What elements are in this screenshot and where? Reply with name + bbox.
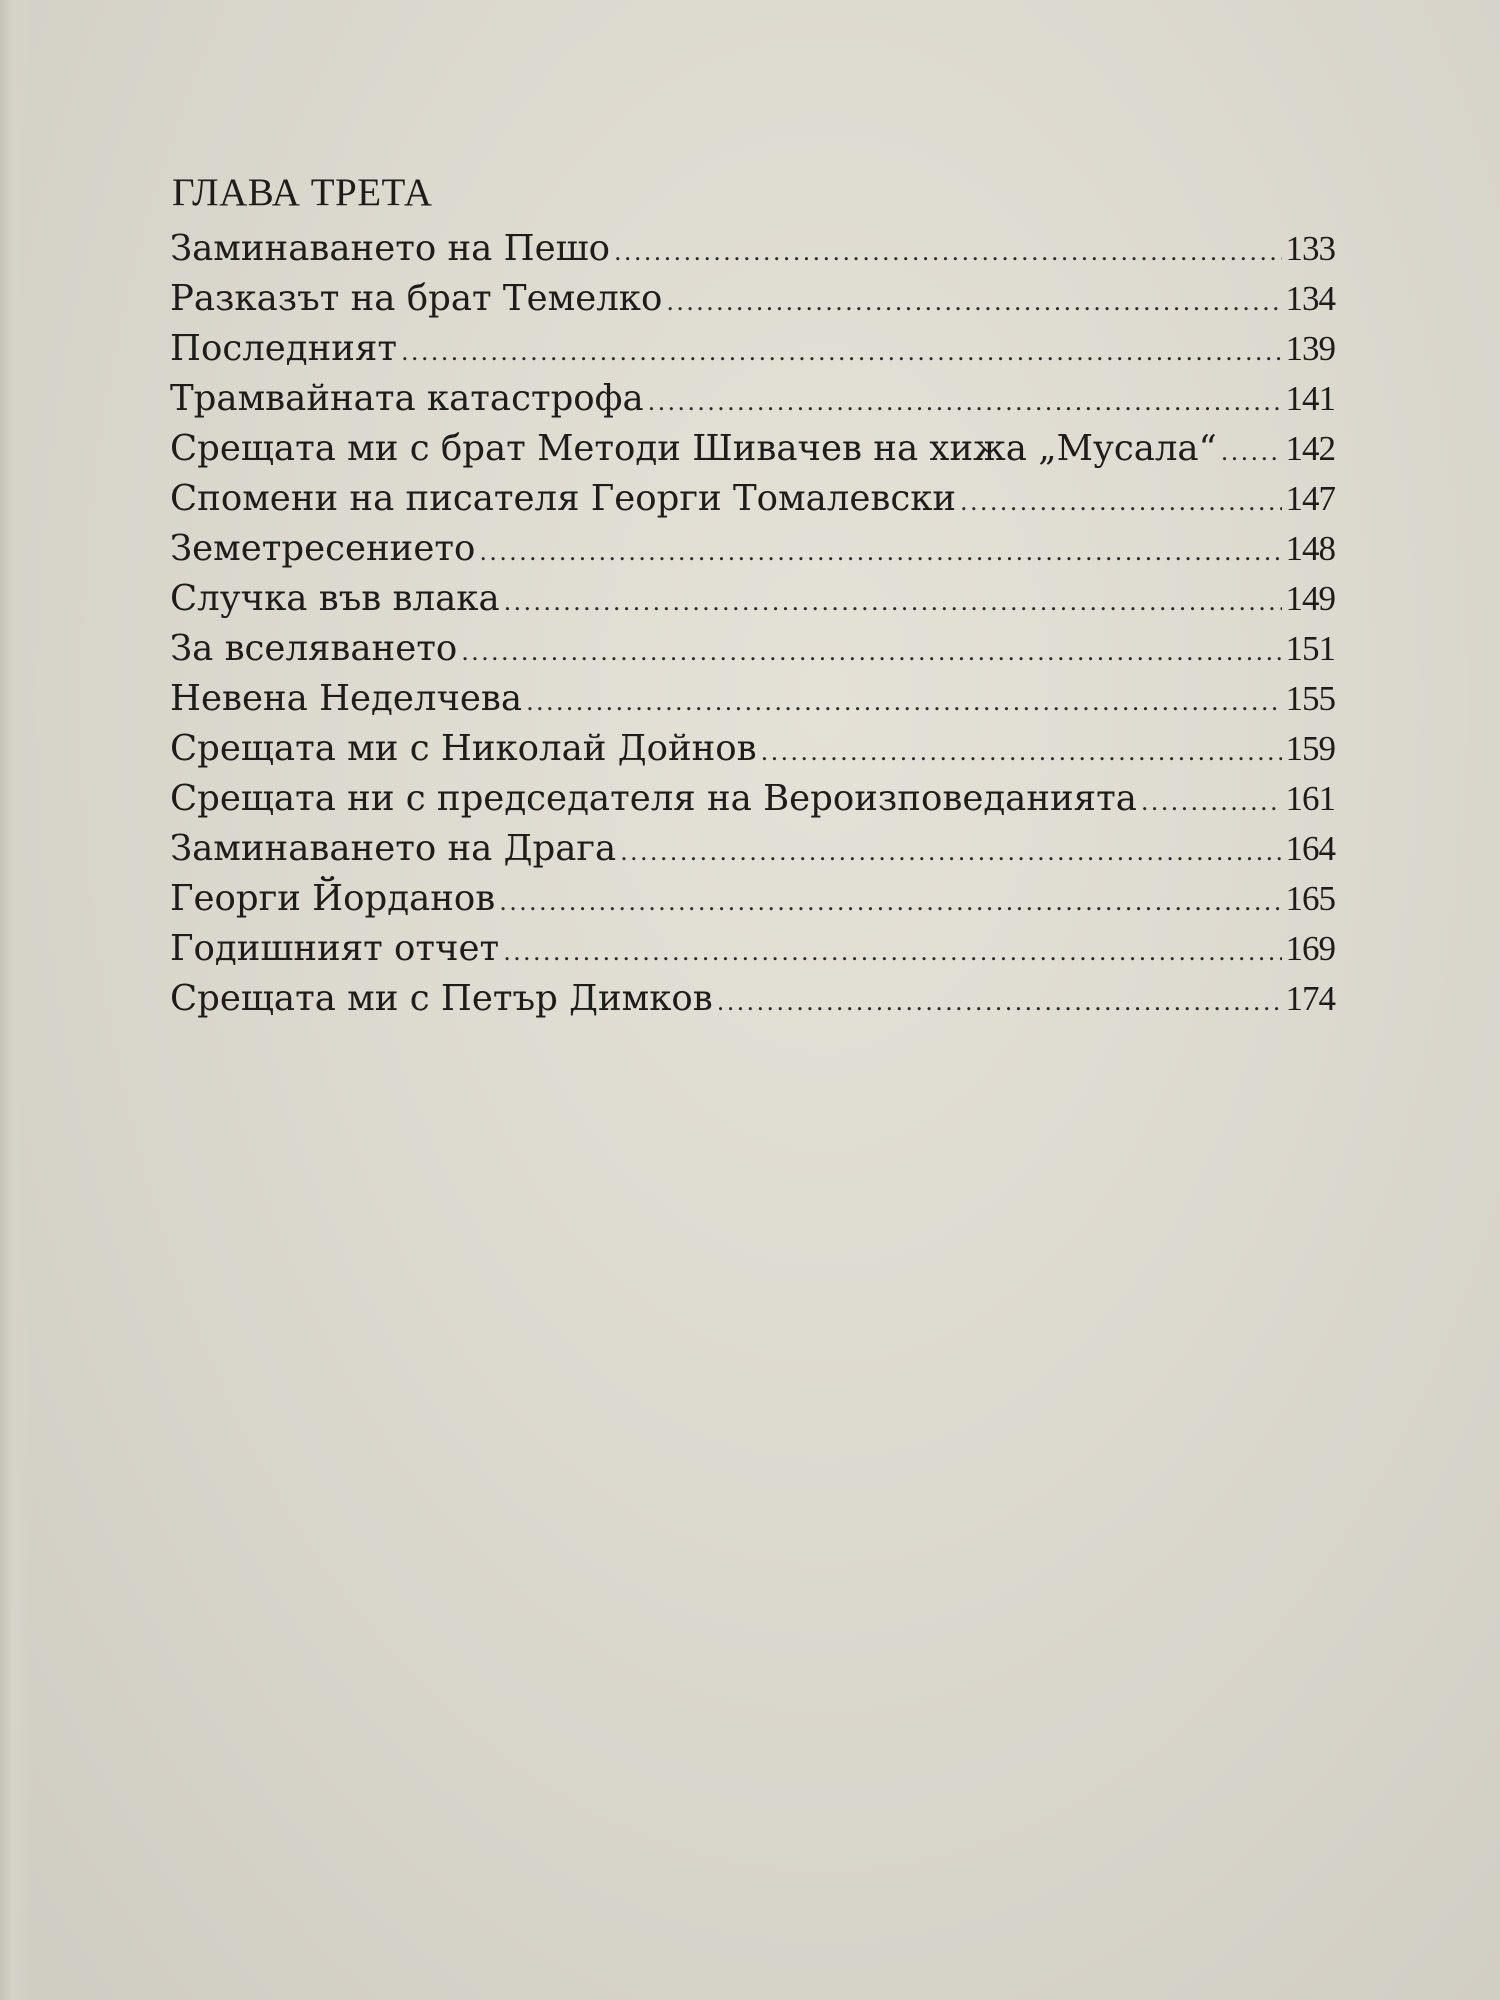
dot-leader <box>503 927 1281 977</box>
dot-leader <box>666 277 1281 327</box>
toc-entry <box>170 874 1335 924</box>
toc-entry-page-number: 159 <box>1285 729 1335 768</box>
toc-entry <box>170 424 1335 474</box>
toc-entry-title: Срещата ми с Николай Дойнов <box>170 728 757 769</box>
toc-entry <box>170 474 1335 524</box>
dot-leader <box>401 327 1282 377</box>
toc-entry-title: Последният <box>170 328 397 369</box>
dot-leader <box>526 677 1281 727</box>
toc-entry-page-number: 142 <box>1285 429 1335 468</box>
toc-entry-page-number: 174 <box>1285 979 1335 1018</box>
toc-entry-page-number: 147 <box>1285 479 1335 518</box>
toc-entry-page-number: 133 <box>1285 229 1335 268</box>
toc-entry-title: Трамвайната катастрофа <box>170 378 644 419</box>
toc-entry-title: Срещата ми с Петър Димков <box>170 978 713 1019</box>
toc-entry-page-number: 139 <box>1285 329 1335 368</box>
toc-entry-title: Спомени на писателя Георги Томалевски <box>170 478 957 519</box>
dot-leader <box>761 727 1282 777</box>
dot-leader <box>504 577 1282 627</box>
page-gutter-shadow <box>0 0 32 2000</box>
toc-entry-title: Георги Йорданов <box>170 878 496 919</box>
toc-entry-page-number: 161 <box>1285 779 1335 818</box>
toc-entry-page-number: 155 <box>1285 679 1335 718</box>
dot-leader <box>620 827 1281 877</box>
dot-leader <box>614 227 1282 277</box>
toc-entry <box>170 524 1335 574</box>
dot-leader <box>1141 777 1282 827</box>
toc-entry-title: Заминаването на Пешо <box>170 228 610 269</box>
toc-entry-page-number: 149 <box>1285 579 1335 618</box>
toc-entry <box>170 274 1335 324</box>
toc-entry <box>170 224 1335 274</box>
toc-entry-title: Годишният отчет <box>170 928 500 969</box>
dot-leader <box>499 877 1281 927</box>
toc-entry <box>170 824 1335 874</box>
toc-entry <box>170 774 1335 824</box>
toc-entry <box>170 974 1335 1024</box>
toc-entry <box>170 324 1335 374</box>
toc-entry <box>170 924 1335 974</box>
dot-leader <box>1221 427 1282 477</box>
toc-entry <box>170 624 1335 674</box>
toc-entry-title: Земетресението <box>170 528 476 569</box>
toc-entry-title: Заминаването на Драга <box>170 828 617 869</box>
table-of-contents <box>170 168 1335 1024</box>
toc-entry-title: Срещата ми с брат Методи Шивачев на хижа „Мусала“ <box>170 428 1217 469</box>
dot-leader <box>479 527 1281 577</box>
toc-entry-title: Разказът на брат Темелко <box>170 278 663 319</box>
dot-leader <box>717 977 1282 1027</box>
toc-entry <box>170 574 1335 624</box>
toc-entry-page-number: 141 <box>1285 379 1335 418</box>
toc-entry-page-number: 148 <box>1285 529 1335 568</box>
toc-entry-title: Невена Неделчева <box>170 678 523 719</box>
toc-entry-page-number: 169 <box>1285 929 1335 968</box>
toc-entry-title: За вселяването <box>170 628 458 669</box>
chapter-heading: ГЛАВА ТРЕТА <box>172 171 433 214</box>
toc-entry <box>170 674 1335 724</box>
toc-entry-title: Срещата ни с председателя на Вероизповеданията <box>170 778 1137 819</box>
toc-entry-title: Случка във влака <box>170 578 500 619</box>
toc-entry <box>170 374 1335 424</box>
toc-entry-page-number: 134 <box>1285 279 1335 318</box>
toc-entry-page-number: 151 <box>1285 629 1335 668</box>
toc-entry-page-number: 164 <box>1285 829 1335 868</box>
toc-entry-list <box>170 224 1335 1024</box>
toc-entry <box>170 724 1335 774</box>
toc-entry-page-number: 165 <box>1285 879 1335 918</box>
dot-leader <box>648 377 1282 427</box>
dot-leader <box>461 627 1281 677</box>
dot-leader <box>960 477 1281 527</box>
